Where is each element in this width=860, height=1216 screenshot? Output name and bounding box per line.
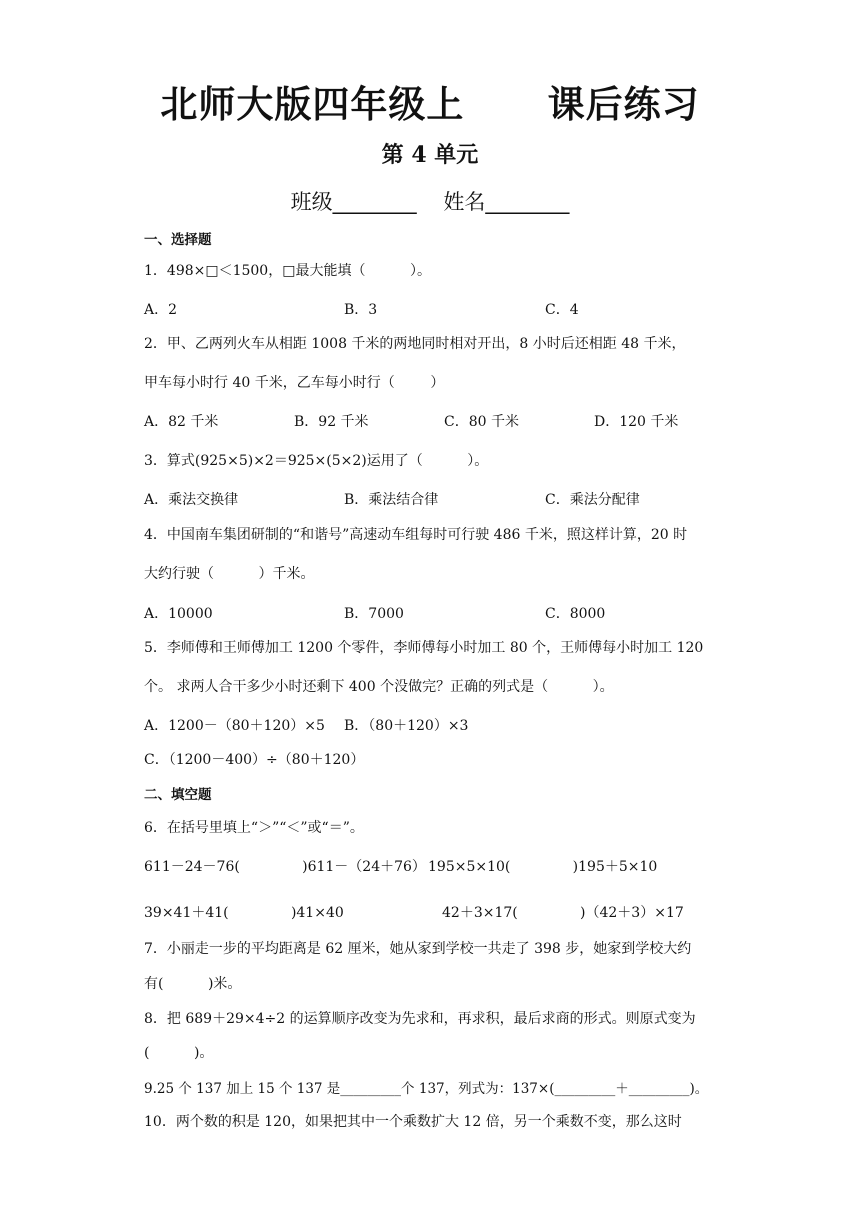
question-8-stem-line2: ( )。: [144, 1045, 214, 1061]
question-3-option-a: A．乘法交换律: [144, 492, 239, 508]
question-1-option-c: C．4: [545, 302, 579, 318]
question-8-stem-line1: 8．把 689＋29×4÷2 的运算顺序改变为先求和，再求积，最后求商的形式。则原式变为: [144, 1011, 696, 1027]
question-4-option-b: B．7000: [344, 606, 404, 622]
question-4-option-a: A．10000: [144, 606, 213, 622]
section-heading-choice: 一、选择题: [144, 232, 212, 248]
question-1-option-b: B．3: [344, 302, 378, 318]
question-6-stem: 6．在括号里填上“＞”“＜”或“＝”。: [144, 820, 364, 836]
question-4-stem-line1: 4．中国南车集团研制的“和谐号”高速动车组每时可行驶 486 千米，照这样计算，20 时: [144, 527, 688, 543]
question-6-item-1: 611－24－76( )611－（24＋76）: [144, 859, 426, 875]
unit-subtitle: 第 4 单元: [381, 142, 479, 168]
question-2-option-c: C．80 千米: [444, 414, 519, 430]
question-5-option-a: A．1200－（80＋120）×5: [144, 718, 325, 734]
question-2-stem-line1: 2．甲、乙两列火车从相距 1008 千米的两地同时相对开出，8 小时后还相距 48 千米，: [144, 336, 686, 352]
question-5-option-c: C．（1200－400）÷（80＋120）: [144, 752, 365, 768]
question-6-item-2: 195×5×10( )195＋5×10: [428, 859, 658, 875]
question-6-item-4: 42＋3×17( )（42＋3）×17: [442, 905, 684, 921]
question-6-item-3: 39×41＋41( )41×40: [144, 905, 344, 921]
question-4-stem-line2: 大约行驶（ ）千米。: [144, 566, 315, 582]
class-name-line: 班级________ 姓名________: [290, 190, 570, 214]
question-2-option-d: D．120 千米: [594, 414, 679, 430]
question-3-option-c: C．乘法分配律: [545, 492, 640, 508]
page-title: 北师大版四年级上 课后练习: [160, 83, 700, 126]
section-heading-fill: 二、填空题: [144, 787, 212, 803]
question-2-option-b: B．92 千米: [294, 414, 369, 430]
question-5-stem-line2: 个。 求两人合干多少小时还剩下 400 个没做完？正确的列式是（ ）。: [144, 679, 614, 695]
question-1-stem: 1．498×□＜1500，□最大能填（ ）。: [144, 263, 431, 279]
question-7-stem-line2: 有( )米。: [144, 976, 242, 992]
question-1-option-a: A．2: [144, 302, 178, 318]
question-5-stem-line1: 5．李师傅和王师傅加工 1200 个零件，李师傅每小时加工 80 个，王师傅每小时加工 120: [144, 640, 704, 656]
question-9-stem: 9.25 个 137 加上 15 个 137 是_________个 137，列式为：137×(_________＋_________)。: [144, 1081, 709, 1097]
question-4-option-c: C．8000: [545, 606, 606, 622]
question-3-stem: 3．算式(925×5)×2＝925×(5×2)运用了（ ）。: [144, 453, 489, 469]
question-2-stem-line2: 甲车每小时行 40 千米，乙车每小时行（ ）: [144, 375, 445, 391]
question-3-option-b: B．乘法结合律: [344, 492, 439, 508]
question-10-stem: 10．两个数的积是 120，如果把其中一个乘数扩大 12 倍，另一个乘数不变，那么这时: [144, 1114, 682, 1130]
question-2-option-a: A．82 千米: [144, 414, 219, 430]
question-7-stem-line1: 7．小丽走一步的平均距离是 62 厘米，她从家到学校一共走了 398 步，她家到学校大约: [144, 941, 692, 957]
question-5-option-b: B．（80＋120）×3: [344, 718, 469, 734]
